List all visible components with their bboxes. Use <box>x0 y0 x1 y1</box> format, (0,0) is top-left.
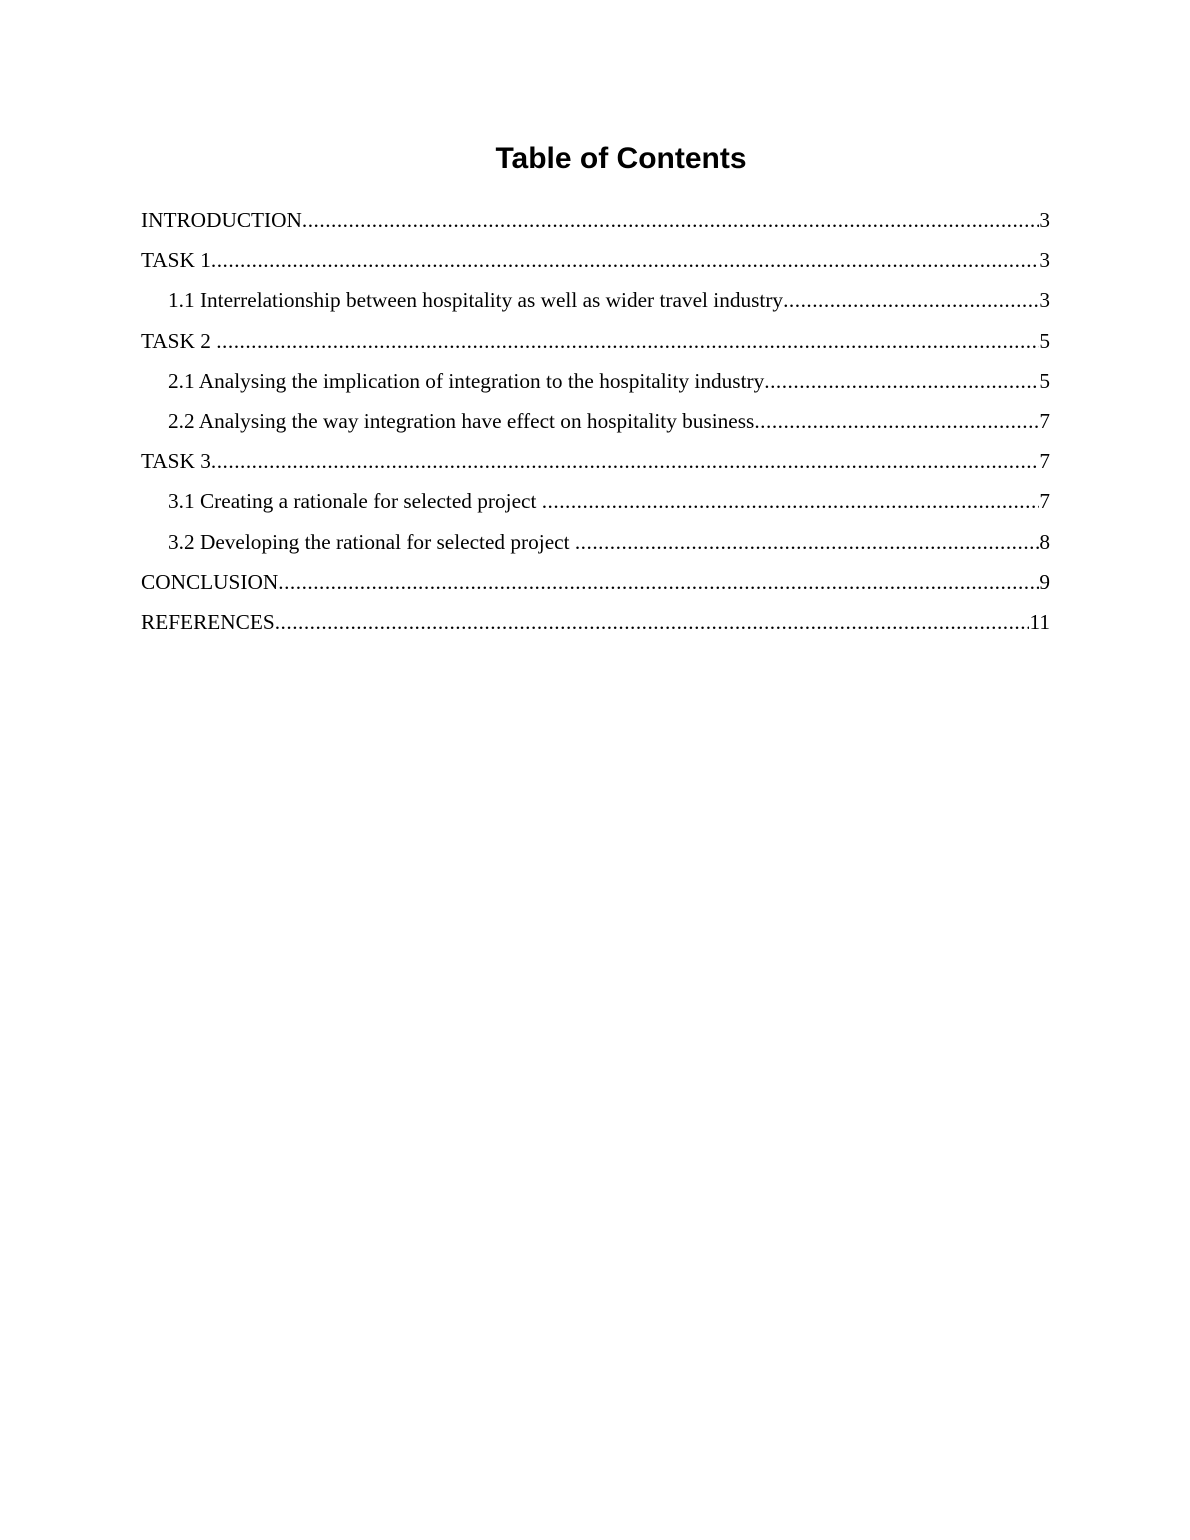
toc-page-number: 9 <box>1039 569 1050 594</box>
toc-entry-label: 3.2 Developing the rational for selected project <box>168 529 575 554</box>
toc-dot-leader <box>275 602 1030 642</box>
toc-entry-label: CONCLUSION <box>141 569 279 594</box>
toc-entry-2-2[interactable] <box>141 401 1050 441</box>
toc-entry-label: INTRODUCTION <box>141 208 302 232</box>
toc-page-number: 7 <box>1039 489 1050 514</box>
toc-page-number: 3 <box>1039 208 1050 232</box>
toc-dot-leader <box>754 401 1039 441</box>
toc-entry-3-2[interactable] <box>141 522 1050 562</box>
toc-entry-task-1[interactable] <box>141 240 1050 280</box>
toc-dot-leader <box>302 200 1039 240</box>
toc-dot-leader <box>542 481 1040 521</box>
toc-dot-leader <box>575 522 1039 562</box>
toc-entry-conclusion[interactable] <box>141 562 1050 602</box>
toc-entry-task-2[interactable] <box>141 321 1050 361</box>
toc-dot-leader <box>211 441 1039 481</box>
toc-entry-label: 1.1 Interrelationship between hospitality as well as wider travel industry <box>168 288 784 313</box>
toc-dot-leader <box>216 321 1039 361</box>
toc-entry-1-1[interactable] <box>141 280 1050 320</box>
toc-page-number: 7 <box>1039 449 1050 474</box>
toc-entry-label: TASK 3 <box>141 449 211 474</box>
toc-page-number: 3 <box>1039 288 1050 313</box>
toc-entry-label: TASK 1 <box>141 248 211 273</box>
toc-entry-label: 2.2 Analysing the way integration have effect on hospitality business <box>168 408 755 433</box>
toc-entry-3-1[interactable] <box>141 481 1050 521</box>
toc-entry-label: 3.1 Creating a rationale for selected project <box>168 489 542 514</box>
toc-dot-leader <box>783 280 1039 320</box>
toc-page-number: 7 <box>1039 408 1050 433</box>
toc-dot-leader <box>764 361 1039 401</box>
toc-dot-leader <box>211 240 1039 280</box>
toc-list <box>141 200 1050 642</box>
toc-page-number: 3 <box>1039 248 1050 273</box>
toc-entry-label: REFERENCES <box>141 609 275 634</box>
toc-page-number: 11 <box>1029 609 1050 634</box>
toc-entry-2-1[interactable] <box>141 361 1050 401</box>
toc-entry-task-3[interactable] <box>141 441 1050 481</box>
toc-page-number: 8 <box>1039 529 1050 554</box>
toc-entry-label: 2.1 Analysing the implication of integration to the hospitality industry <box>168 368 765 393</box>
toc-dot-leader <box>278 562 1039 602</box>
toc-entry-references[interactable] <box>141 602 1050 642</box>
toc-page-number: 5 <box>1039 368 1050 393</box>
toc-entry-introduction[interactable] <box>141 200 1050 240</box>
toc-entry-label: TASK 2 <box>141 328 217 353</box>
toc-page-number: 5 <box>1039 328 1050 353</box>
toc-title: Table of Contents <box>495 142 747 175</box>
